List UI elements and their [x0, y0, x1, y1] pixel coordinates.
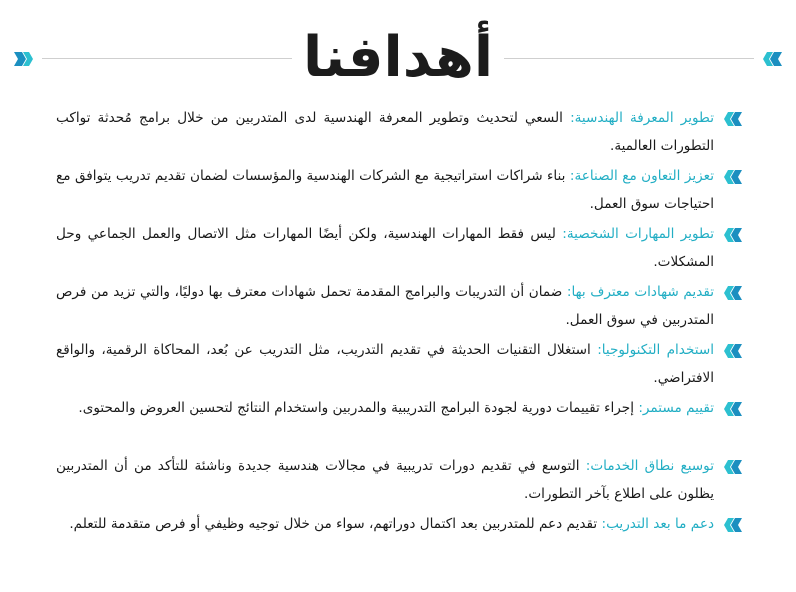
goal-text: ضمان أن التدريبات والبرامج المقدمة تحمل شهادات معترف بها دوليًا، والتي تزيد من فرص المتدربين في سوق العمل.: [56, 284, 714, 328]
goal-item: [56, 162, 744, 220]
goal-text: إجراء تقييمات دورية لجودة البرامج التدريبية والمدربين واستخدام النتائج لتحسين العروض والمحتوى.: [78, 400, 639, 416]
chevron-mark-icon: [722, 168, 744, 186]
goal-item: [56, 278, 744, 336]
chevron-mark-icon: [722, 284, 744, 302]
goal-title: استخدام التكنولوجيا:: [597, 342, 714, 358]
goal-title: تطوير المعرفة الهندسية:: [570, 110, 714, 126]
page-title: أهدافنا: [302, 25, 494, 90]
chevron-mark-icon: [760, 50, 784, 68]
goal-item: [56, 510, 744, 568]
chevron-mark-icon: [722, 400, 744, 418]
goal-title: تعزيز التعاون مع الصناعة:: [569, 168, 714, 184]
goal-text: تقديم دعم للمتدربين بعد اكتمال دوراتهم، سواء من خلال توجيه وظيفي أو فرص متقدمة للتعلم.: [69, 516, 602, 532]
goal-text: السعي لتحديث وتطوير المعرفة الهندسية لدى المتدربين من خلال برامج مُحدثة تواكب التطورات العالمية.: [56, 110, 714, 154]
chevron-mark-icon: [722, 342, 744, 360]
chevron-mark-icon: [722, 516, 744, 534]
chevron-mark-icon: [722, 226, 744, 244]
goal-item: [56, 394, 744, 452]
goal-item: [56, 336, 744, 394]
goal-title: تقييم مستمر:: [638, 400, 714, 416]
goal-title: تقديم شهادات معترف بها:: [566, 284, 714, 300]
goal-text: استغلال التقنيات الحديثة في تقديم التدريب، مثل التدريب عن بُعد، المحاكاة الرقمية، والواقع الافتراضي.: [56, 342, 714, 386]
goals-list: [56, 104, 744, 568]
goal-title: توسيع نطاق الخدمات:: [585, 458, 714, 474]
goal-text: بناء شراكات استراتيجية مع الشركات الهندسية والمؤسسات لضمان تقديم تدريب يتوافق مع احتياجات سوق العمل.: [56, 168, 714, 212]
goal-title: تطوير المهارات الشخصية:: [562, 226, 714, 242]
goal-text: ليس فقط المهارات الهندسية، ولكن أيضًا المهارات مثل الاتصال والعمل الجماعي وحل المشكلات.: [56, 226, 714, 270]
goal-item: [56, 104, 744, 162]
goal-item: [56, 452, 744, 510]
goal-title: دعم ما بعد التدريب:: [601, 516, 714, 532]
page-header: [0, 14, 796, 102]
header-divider-right: [504, 58, 754, 59]
goal-item: [56, 220, 744, 278]
goal-text: التوسع في تقديم دورات تدريبية في مجالات هندسية جديدة وناشئة للتأكد من أن المتدربين يظلون على اطلاع بآخر التطورات.: [56, 458, 714, 502]
chevron-mark-icon: [722, 110, 744, 128]
chevron-mark-icon: [722, 458, 744, 476]
